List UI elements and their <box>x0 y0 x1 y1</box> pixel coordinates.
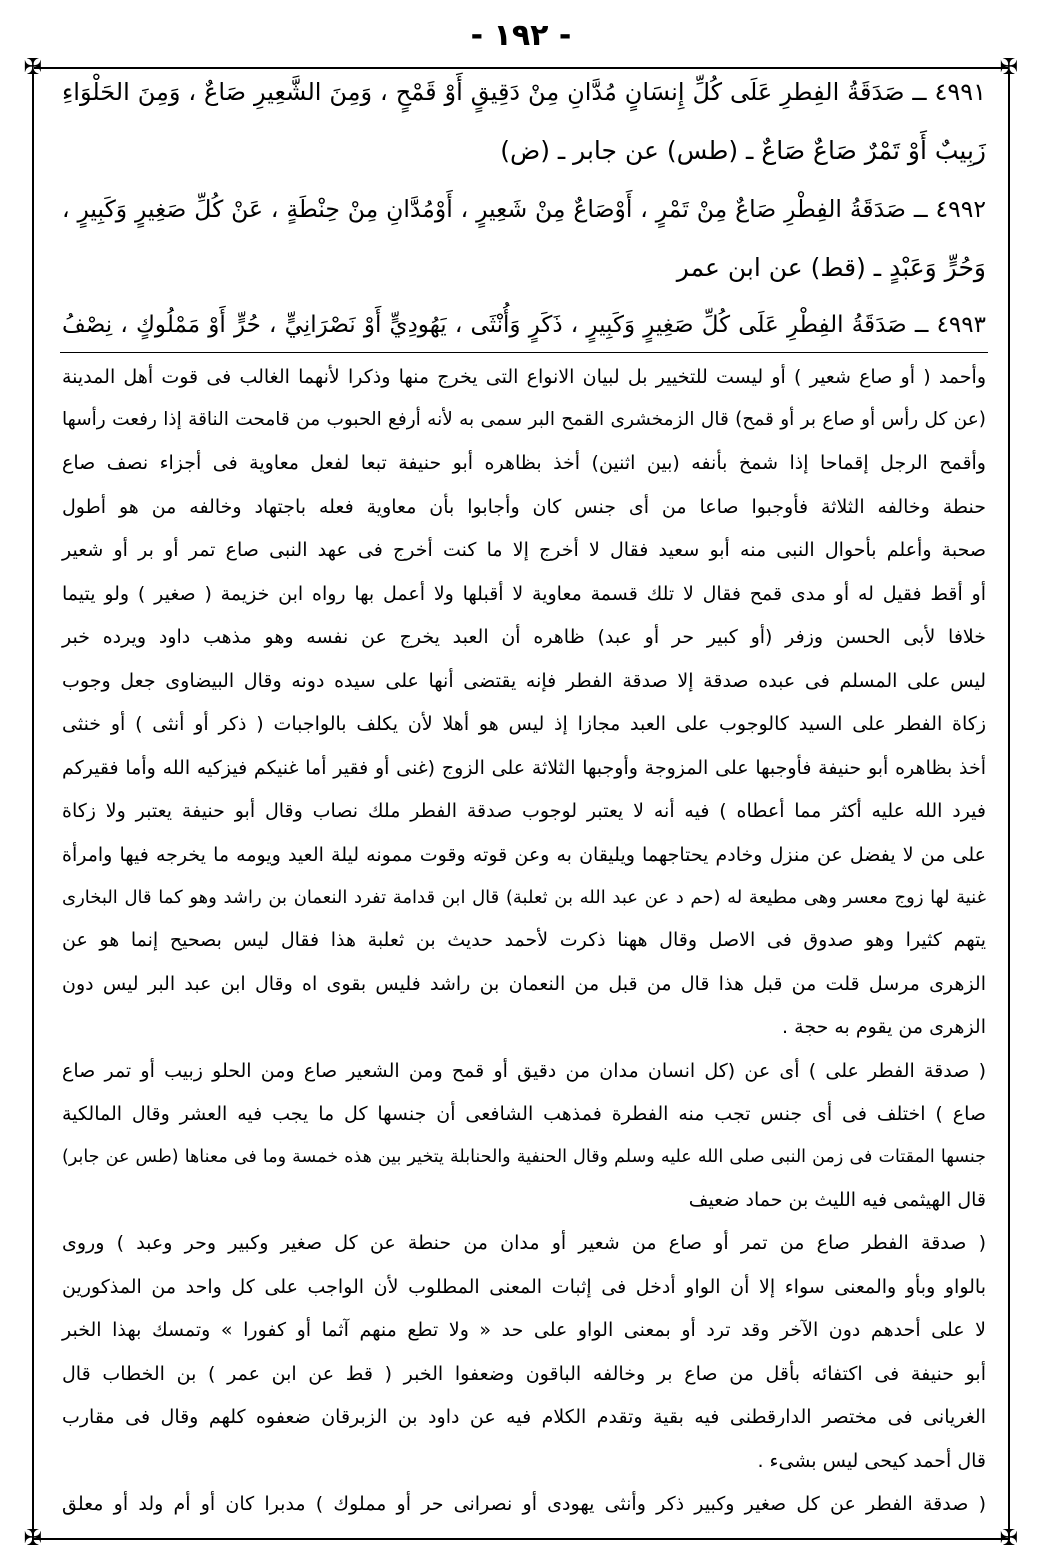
commentary-line: الزهرى مرسل قلت من قبل هذا قال من قبل من النعمان بن راشد فليس بقوى اه وقال ابن عبد البر ليس دون <box>62 972 986 995</box>
commentary-line: وأحمد ( أو صاع شعير ) أو ليست للتخيير بل لبيان الانواع التى يخرج منها وذكرا لأنهما الغالب فى قوت أهل المدينة <box>62 366 986 388</box>
commentary-line: ( صدقة الفطر صاع من تمر أو صاع من شعير أو مدان من حنطة عن كل صغير وكبير وحر وعبد ) وروى <box>62 1232 986 1255</box>
commentary-line: أبو حنيفة فى اكتفائه بأقل من صاع بر وخالفه الباقون وضعفوا الخبر ( قط عن ابن عمر ) بن الخطاب قال <box>62 1362 986 1385</box>
commentary-line: الزهرى من يقوم به حجة . <box>782 1016 986 1039</box>
commentary-line: صاع ) اختلف فى أى جنس تجب منه الفطرة فمذهب الشافعى أن جنسها كل ما يجب فيه العشر وقال المالكية <box>62 1103 986 1126</box>
commentary-line: جنسها المقتات فى زمن النبى صلى الله عليه وسلم وقال الحنفية والحنابلة يتخير بين هذه خمسة وما فى معناها (طس عن جابر) <box>62 1146 986 1167</box>
commentary-line: ليس على المسلم فى عبده صدقة إلا صدقة الفطر فإنه يقتضى أنها على سيده دونه وقال البيضاوى جعل وجوب <box>62 669 986 692</box>
commentary-line: أخذ بظاهره أبو حنيفة فأوجبها على المزوجة وأوجبها الثلاثة على الزوج (غنى أو فقير أما غنيكم فيزكيه الله وأما فقيركم <box>62 756 986 779</box>
commentary-line: فيرد الله عليه أكثر مما أعطاه ) فيه أنه لا يعتبر لوجوب صدقة الفطر ملك نصاب وقال أبو حنيفة يعتبر ولا زكاة <box>62 800 986 823</box>
hadith-line: ٤٩٩٢ ــ صَدَقَةُ الفِطْرِ صَاعٌ مِنْ تَمْرٍ ، أَوْصَاعٌ مِنْ شَعِيرٍ ، أَوْمُدَّانِ مِنْ حِنْطَةٍ ، عَنْ كُلِّ صَغِيرٍ وَكَبِيرٍ ، <box>62 195 986 224</box>
ornament-icon: ✠ <box>23 55 43 80</box>
ornament-icon: ✠ <box>23 1526 43 1551</box>
commentary-line: زكاة الفطر على السيد كالوجوب على العبد مجازا إذ ليس هو أهلا لأن يكلف بالواجبات ( ذكر أو أنثى ) أو خنثى <box>62 713 986 736</box>
hadith-line: زَبِيبٌ أَوْ تَمْرٌ صَاعٌ صَاعٌ ـ (طس) عن جابر ـ (ض) <box>500 136 986 166</box>
hadith-section <box>62 78 986 340</box>
bottom-rule <box>34 1538 1008 1540</box>
ornament-icon: ✠ <box>999 1526 1019 1551</box>
right-border <box>1008 70 1010 1540</box>
left-border <box>32 70 34 1540</box>
commentary-line: وأقمح الرجل إقماحا إذا شمخ بأنفه (بين اثنين) أخذ بظاهره أبو حنيفة تبعا لفعل معاوية فى أجزاء نصف صاع <box>62 452 986 475</box>
commentary-line: أو أقط فقيل له أو مدى قمح فقال لا تلك قسمة معاوية لا أقبلها ولا أعمل بها رواه ابن خزيمة ( صغير ) ولو يتيما <box>62 582 986 605</box>
commentary-line: غنية لها زوج معسر وهى مطيعة له (حم د عن عبد الله بن ثعلبة) قال ابن قدامة تفرد النعمان بن راشد وهو كما قال البخارى <box>62 887 986 909</box>
section-divider <box>60 352 988 353</box>
hadith-line: وَحُرٍّ وَعَبْدٍ ـ (قط) عن ابن عمر <box>676 253 986 283</box>
commentary-line: يتهم كثيرا وهو صدوق فى الاصل وقال ههنا ذكرت لأحمد حديث بن ثعلبة هذا فقال ليس بصحيح إنما هو عن <box>62 929 986 952</box>
hadith-line: ٤٩٩٣ ــ صَدَقَةُ الفِطْرِ عَلَى كُلِّ صَغِيرٍ وَكَبِيرٍ ، ذَكَرٍ وَأُنْثَى ، يَهُودِيٍّ أَوْ نَصْرَانِيٍّ ، حُرٍّ أَوْ مَمْلُوكٍ ، نِصْفُ <box>62 312 986 339</box>
commentary-line: بالواو وبأو والمعنى سواء إلا أن الواو أدخل فى إثبات المعنى المطلوب لأن الواجب على كل واحد من المذكورين <box>62 1275 986 1298</box>
top-rule <box>34 67 1008 69</box>
commentary-section <box>62 366 986 1516</box>
commentary-line: (عن كل رأس أو صاع بر أو قمح) قال الزمخشرى القمح البر سمى به لأنه أرفع الحبوب من قامحت الناقة إذا رفعت رأسها <box>62 409 986 431</box>
ornament-icon: ✠ <box>999 55 1019 80</box>
commentary-line: قال أحمد كيحى ليس بشىء . <box>757 1449 986 1472</box>
commentary-line: لا على أحدهم دون الآخر وقد ترد أو بمعنى الواو على حد « ولا تطع منهم آثما أو كفورا » وتمسك بهذا الخبر <box>62 1319 986 1342</box>
commentary-line: على من لا يفضل عن منزل وخادم يحتاجهما ويليقان به وعن قوته وقوت ممونه ليلة العيد ويومه ما يخرجه فيها وامرأة <box>62 843 986 866</box>
commentary-line: الغريانى فى مختصر الدارقطنى فيه بقية وتقدم الكلام فيه عن داود بن الزبرقان ضعفوه كلهم وقال فى مقارب <box>62 1406 986 1429</box>
commentary-line: ( صدقة الفطر عن كل صغير وكبير ذكر وأنثى يهودى أو نصرانى حر أو مملوك ) مدبرا كان أو أم ولد أو معلق <box>62 1492 986 1515</box>
commentary-line: حنطة وخالفه الثلاثة فأوجبوا صاعا من أى جنس كان وأجابوا بأن معاوية فعله باجتهاد وخالفه من هو أطول <box>62 495 986 518</box>
commentary-line: قال الهيثمى فيه الليث بن حماد ضعيف <box>688 1188 986 1211</box>
commentary-line: خلافا لأبى الحسن وزفر (أو كبير حر أو عبد) ظاهره أن العبد يخرج عن نفسه وهو مذهب داود ويرده خبر <box>62 626 986 649</box>
commentary-line: ( صدقة الفطر على ) أى عن (كل انسان مدان من دقيق أو قمح ومن الشعير صاع ومن الحلو زبيب أو تمر صاع <box>62 1059 986 1082</box>
hadith-line: ٤٩٩١ ــ صَدَقَةُ الفِطرِ عَلَى كُلِّ إِنسَانٍ مُدَّانِ مِنْ دَقِيقٍ أَوْ قَمْحٍ ، وَمِنَ الشَّعِيرِ صَاعٌ ، وَمِنَ الحَلْوَاءِ <box>62 78 986 106</box>
commentary-line: صحبة وأعلم بأحوال النبى منه أبو سعيد فقال لا أخرج إلا ما كنت أخرج فى عهد النبى صاع تمر أو بر أو شعير <box>62 539 986 562</box>
page-number: - ١٩٢ - <box>470 18 572 53</box>
